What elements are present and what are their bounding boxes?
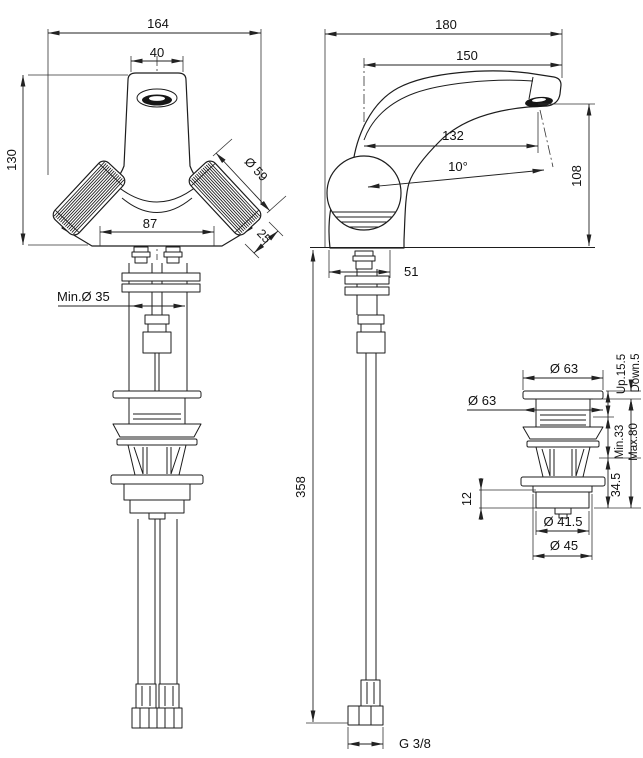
dim-min-hole: Min.Ø 35 xyxy=(57,289,110,304)
dim-body-height: 34.5 xyxy=(609,472,623,498)
side-shank-hardware xyxy=(345,251,389,725)
dim-thread-diameter: Ø 41.5 xyxy=(543,514,583,529)
dim-tail-diameter: Ø 45 xyxy=(549,538,579,553)
dim-handle-thickness: 25 xyxy=(254,226,274,247)
dim-thread: G 3/8 xyxy=(399,736,431,751)
dim-deck-max: Max.80 xyxy=(628,423,640,461)
dim-handle-diameter: Ø 59 xyxy=(241,154,271,184)
dim-height: 130 xyxy=(4,149,19,171)
dim-spout-width: 40 xyxy=(149,45,165,60)
front-shank-hardware xyxy=(122,247,200,391)
side-view xyxy=(293,17,595,751)
dim-spout-reach: 150 xyxy=(456,48,478,63)
dim-hose-length: 358 xyxy=(293,476,308,498)
dim-outlet-angle: 10° xyxy=(448,159,468,174)
front-drain-assembly xyxy=(111,391,203,519)
dim-body-width: 87 xyxy=(142,216,158,231)
drain-detail xyxy=(460,354,642,561)
front-supply-hoses xyxy=(132,519,182,728)
spout-outlet-highlight xyxy=(149,96,165,101)
dim-base-depth: 51 xyxy=(404,264,419,279)
side-knob xyxy=(327,156,401,230)
dim-outlet-height: 108 xyxy=(569,165,584,187)
dim-outlet-reach: 132 xyxy=(442,128,464,143)
dim-thread-length: 12 xyxy=(460,492,474,506)
dim-down-travel: Down.5 xyxy=(630,353,642,393)
dim-total-width: 164 xyxy=(147,16,169,31)
dim-depth: 180 xyxy=(435,17,457,32)
dim-deck-min: Min.33 xyxy=(614,424,626,460)
dim-plug-diameter: Ø 63 xyxy=(549,361,579,376)
dim-flange-diameter: Ø 63 xyxy=(468,393,497,408)
dim-up-travel: Up.15.5 xyxy=(616,353,628,395)
front-view xyxy=(4,16,286,728)
